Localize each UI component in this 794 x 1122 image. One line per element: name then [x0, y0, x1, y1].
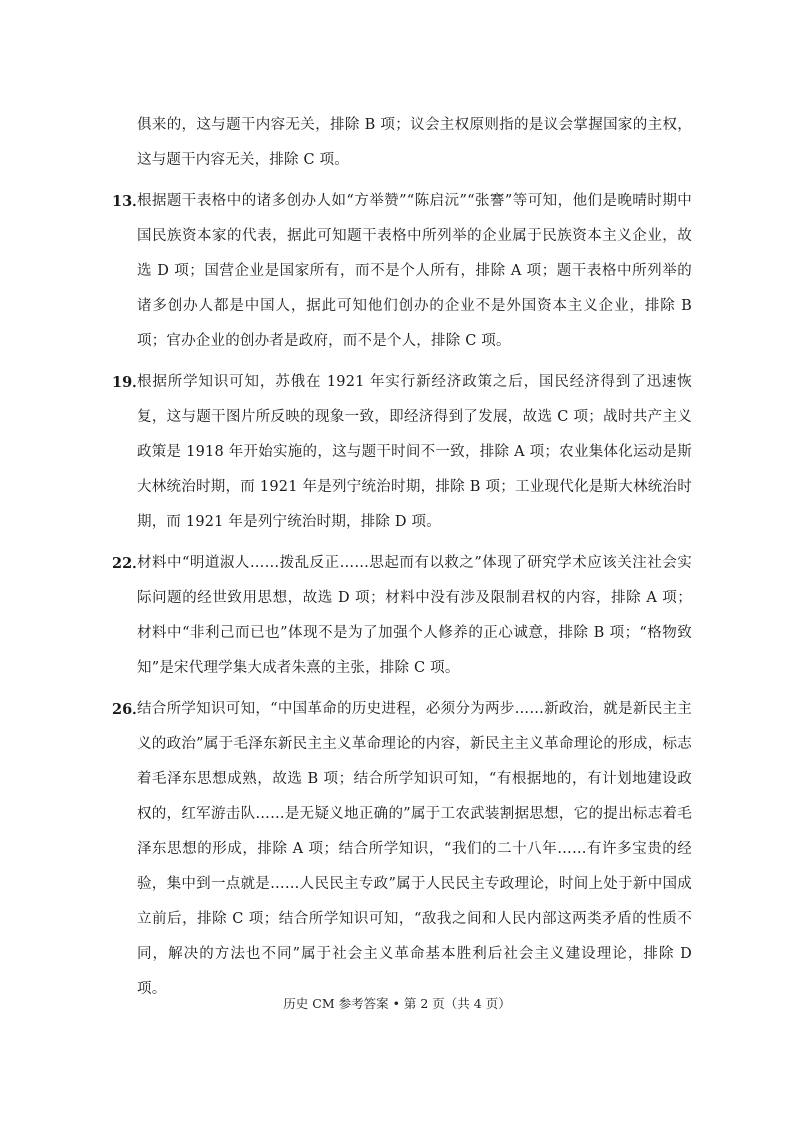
answer-text: 根据所学知识可知，苏俄在 1921 年实行新经济政策之后，国民经济得到了迅速恢复，这与题干图片所反映的现象一致，即经济得到了发展，故选 C 项；战时共产主义政策是 1918 年开始实施的，这与题干时间不一致，排除 A 项；农业集体化运动是斯大林统治时期，而 1921 年是列宁统治时期，排除 B 项；工业现代化是斯大林统治时期，而 1921 年是列宁统治时期，排除 D 项。 — [137, 374, 692, 530]
answer-paragraph-continued — [112, 108, 692, 178]
answer-text: 俱来的，这与题干内容无关，排除 B 项；议会主权原则指的是议会掌握国家的主权，这与题干内容无关，排除 C 项。 — [137, 117, 692, 168]
question-number: 22． — [112, 555, 147, 572]
answer-item-13 — [112, 184, 692, 359]
page-footer: 历史 CM 参考答案 • 第 2 页（共 4 页） — [283, 996, 511, 1011]
question-number: 26． — [112, 701, 147, 718]
answer-text: 根据题干表格中的诸多创办人如“方举赞”“陈启沅”“张謇”等可知，他们是晚晴时期中国民族资本家的代表，据此可知题干表格中所列举的企业属于民族资本主义企业，故选 D 项；国营企业是国家所有，而不是个人所有，排除 A 项；题干表格中所列举的诸多创办人都是中国人，据此可知他们创办的企业不是外国资本主义企业，排除 B 项；官办企业的创办者是政府，而不是个人，排除 C 项。 — [137, 193, 692, 349]
answer-item-22 — [112, 546, 692, 686]
answer-content — [112, 108, 692, 1013]
question-number: 13． — [112, 193, 147, 210]
question-number: 19． — [112, 374, 147, 391]
answer-text: 结合所学知识可知，“中国革命的历史进程，必须分为两步……新政治，就是新民主主义的政治”属于毛泽东新民主主义革命理论的内容，新民主主义革命理论的形成，标志着毛泽东思想成熟，故选 B 项；结合所学知识可知，“有根据地的，有计划地建设政权的，红军游击队……是无疑义地正确的”属于工农武装割据思想，它的提出标志着毛泽东思想的形成，排除 A 项；结合所学知识，“我们的二十八年……有许多宝贵的经验，集中到一点就是……人民民主专政”属于人民民主专政理论，时间上处于新中国成立前后，排除 C 项；结合所学知识可知，“敌我之间和人民内部这两类矛盾的性质不同，解决的方法也不同”属于社会主义革命基本胜利后社会主义建设理论，排除 D 项。 — [137, 701, 692, 997]
answer-text: 材料中“明道淑人……拨乱反正……思起而有以救之”体现了研究学术应该关注社会实际问题的经世致用思想，故选 D 项；材料中没有涉及限制君权的内容，排除 A 项；材料中“非利己而已也”体现不是为了加强个人修养的正心诚意，排除 B 项；“格物致知”是宋代理学集大成者朱熹的主张，排除 C 项。 — [137, 555, 692, 676]
answer-item-26 — [112, 692, 692, 1007]
answer-item-19 — [112, 365, 692, 540]
